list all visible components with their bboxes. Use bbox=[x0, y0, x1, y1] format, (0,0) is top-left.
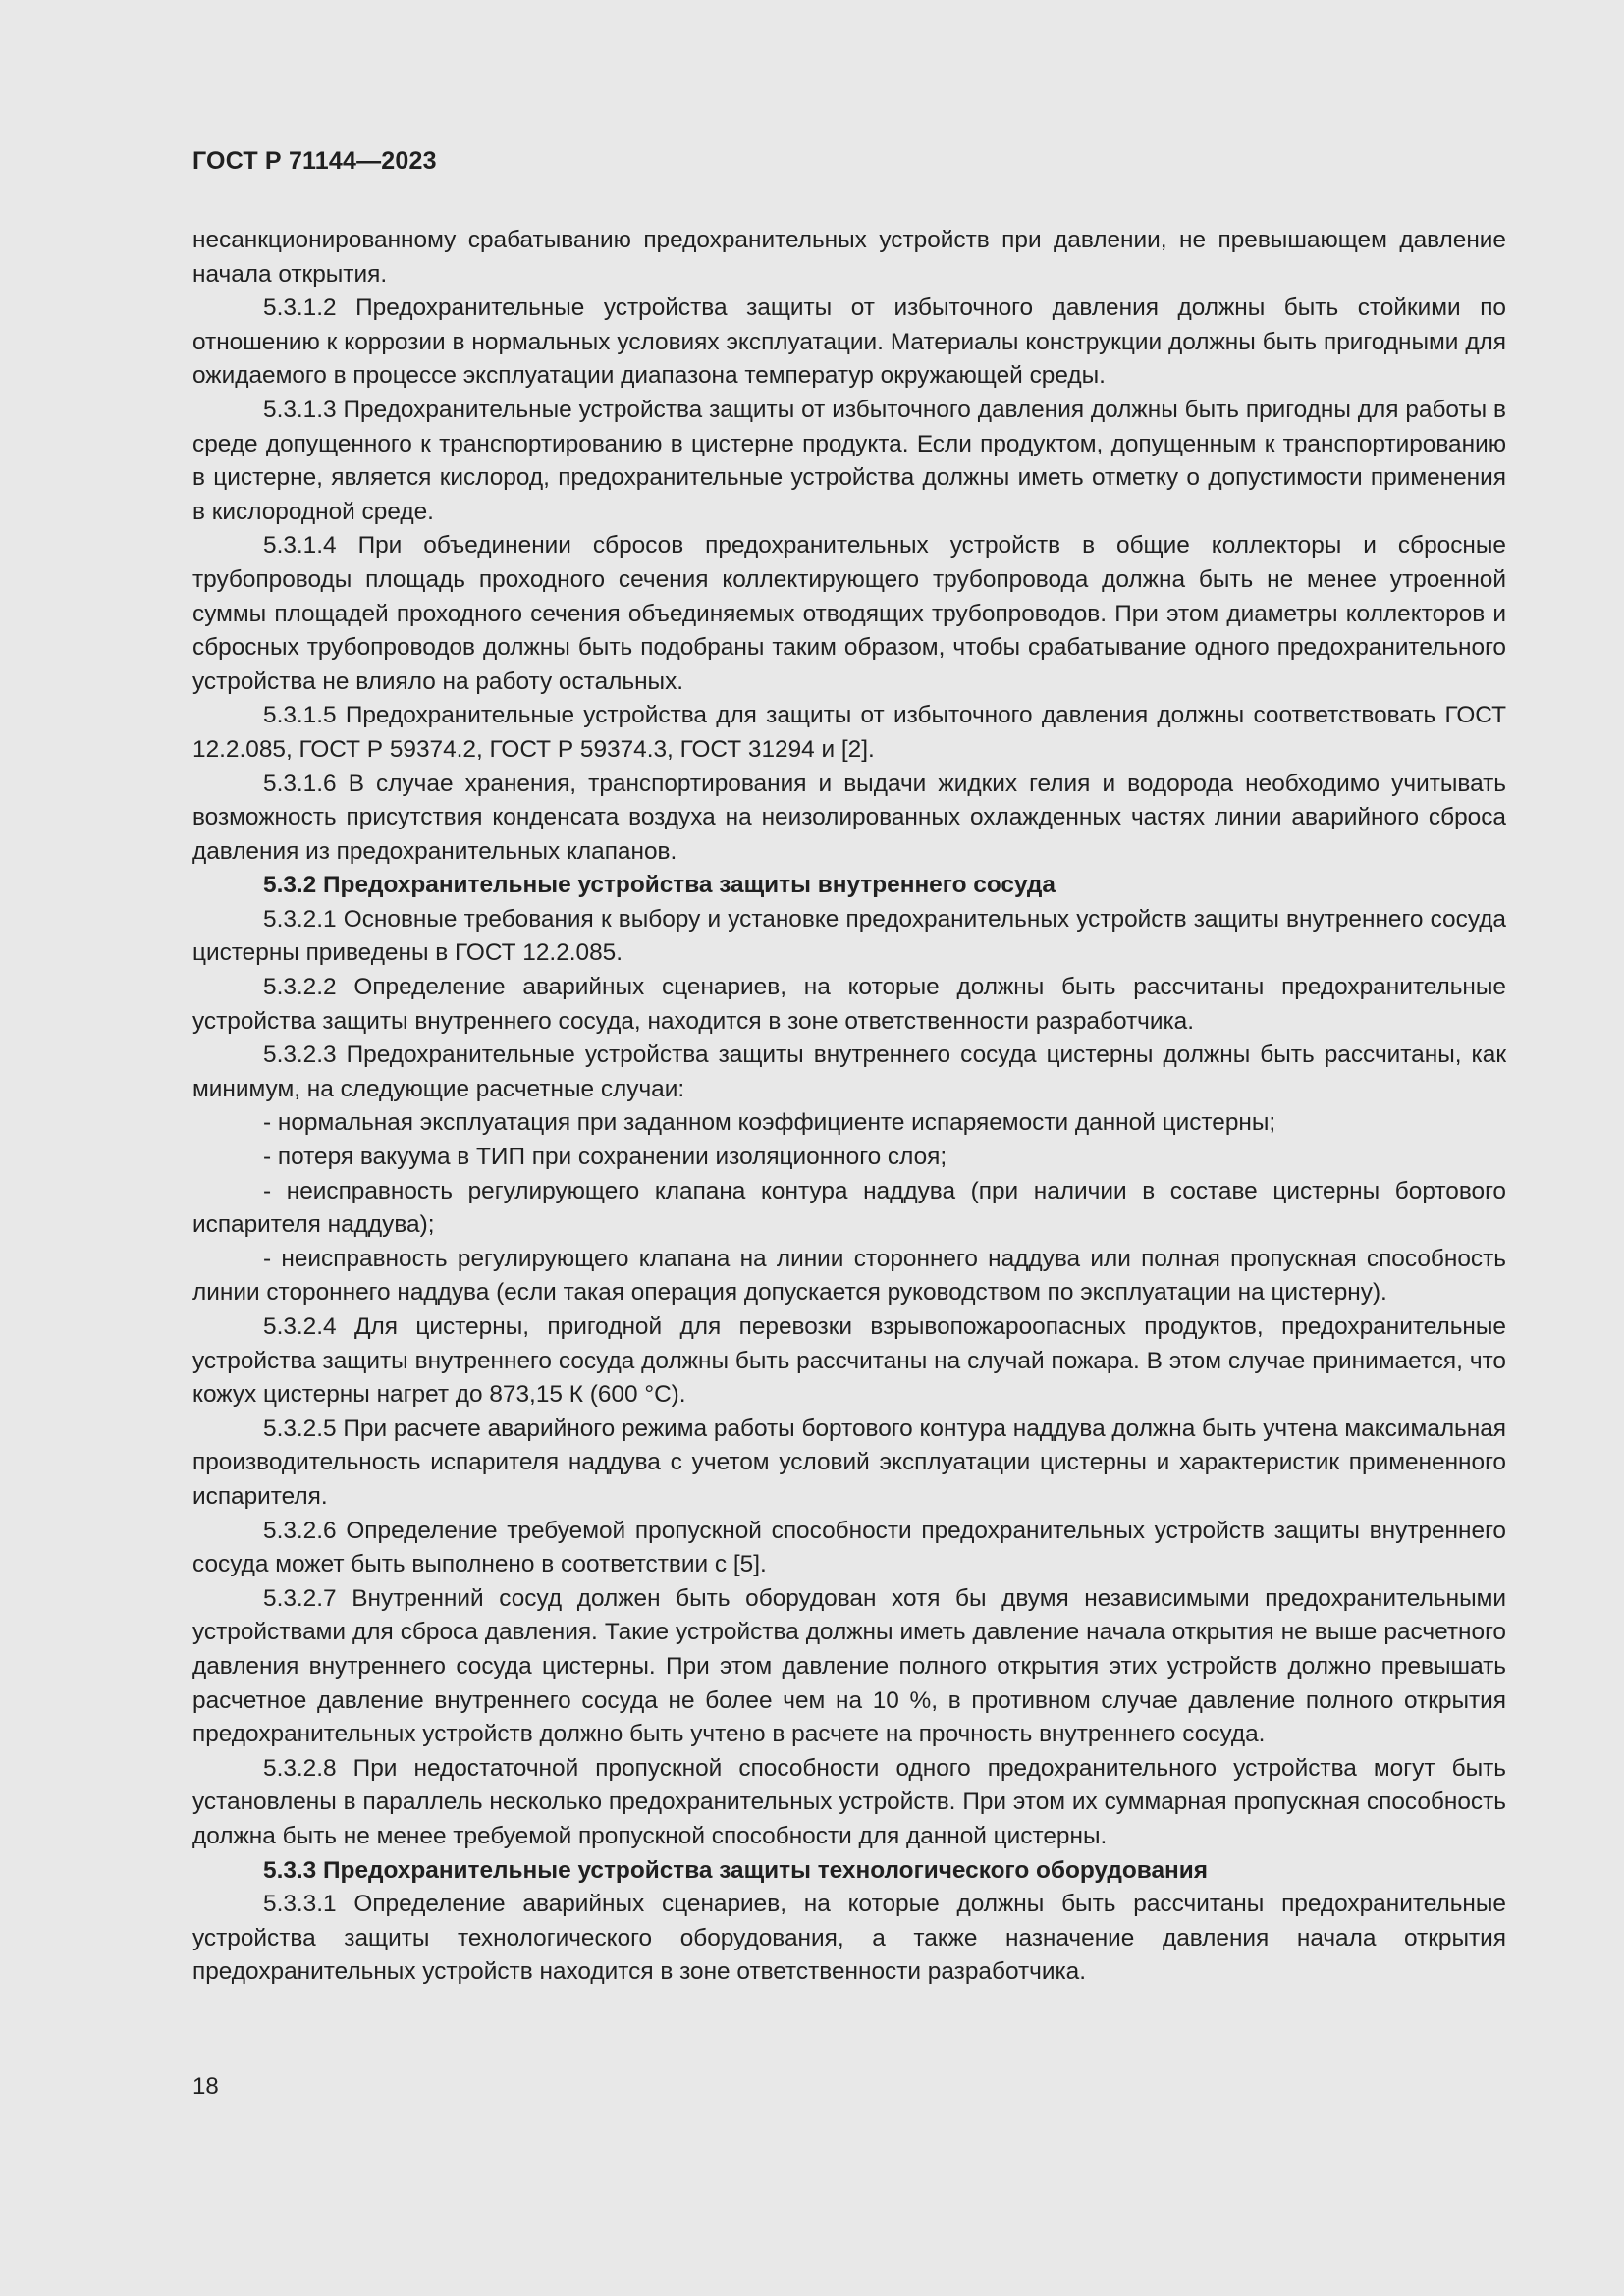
list-item-pressurization-valve-fault: - неисправность регулирующего клапана контура наддува (при наличии в составе цистерны бортового испарителя наддува); bbox=[192, 1177, 1506, 1239]
paragraph-5-3-2-7: 5.3.2.7 Внутренний сосуд должен быть оборудован хотя бы двумя независимыми предохранительными устройствами для сброса давления. Такие устройства должны иметь давление начала открытия не выше расчетного давления внутреннего сосуда цистерны. При этом давление полного открытия этих устройств должно превышать расчетное давление внутреннего сосуда не более чем на 10 %, в противном случае давление полного открытия предохранительных устройств должно быть учтено в расчете на прочность внутреннего сосуда. bbox=[192, 1584, 1506, 1748]
paragraph-continuation: несанкционированному срабатыванию предохранительных устройств при давлении, не превышающем давление начала открытия. bbox=[192, 227, 1506, 288]
paragraph-5-3-1-5: 5.3.1.5 Предохранительные устройства для защиты от избыточного давления должны соответствовать ГОСТ 12.2.085, ГОСТ Р 59374.2, ГОСТ Р 59374.3, ГОСТ 31294 и [2]. bbox=[192, 702, 1506, 763]
page-number: 18 bbox=[192, 2073, 219, 2100]
document-header-title: ГОСТ Р 71144—2023 bbox=[192, 147, 437, 175]
paragraph-5-3-3-1: 5.3.3.1 Определение аварийных сценариев, на которые должны быть рассчитаны предохранительные устройства защиты технологического оборудования, а также назначение давления начала открытия предохранительных устройств находится в зоне ответственности разработчика. bbox=[192, 1891, 1506, 1986]
paragraph-5-3-1-6: 5.3.1.6 В случае хранения, транспортирования и выдачи жидких гелия и водорода необходимо учитывать возможность присутствия конденсата воздуха на неизолированных охлажденных частях линии аварийного сброса давления из предохранительных клапанов. bbox=[192, 770, 1506, 865]
document-body bbox=[192, 224, 1506, 1990]
paragraph-5-3-2-3: 5.3.2.3 Предохранительные устройства защиты внутреннего сосуда цистерны должны быть рассчитаны, как минимум, на следующие расчетные случаи: bbox=[192, 1041, 1506, 1102]
paragraph-5-3-2-8: 5.3.2.8 При недостаточной пропускной способности одного предохранительного устройства могут быть установлены в параллель несколько предохранительных устройств. При этом их суммарная пропускная способность должна быть не менее требуемой пропускной способности для данной цистерны. bbox=[192, 1754, 1506, 1849]
paragraph-5-3-2-5: 5.3.2.5 При расчете аварийного режима работы бортового контура наддува должна быть учтена максимальная производительность испарителя наддува с учетом условий эксплуатации цистерны и характеристик примененного испарителя. bbox=[192, 1415, 1507, 1510]
paragraph-5-3-2-4: 5.3.2.4 Для цистерны, пригодной для перевозки взрывопожароопасных продуктов, предохранительные устройства защиты внутреннего сосуда должны быть рассчитаны на случай пожара. В этом случае принимается, что кожух цистерны нагрет до 873,15 К (600 °С). bbox=[192, 1313, 1506, 1409]
paragraph-5-3-1-2: 5.3.1.2 Предохранительные устройства защиты от избыточного давления должны быть стойкими по отношению к коррозии в нормальных условиях эксплуатации. Материалы конструкции должны быть пригодными для ожидаемого в процессе эксплуатации диапазона температур окружающей среды. bbox=[192, 294, 1506, 390]
list-item-external-pressurization-fault: - неисправность регулирующего клапана на линии стороннего наддува или полная пропускная способность линии стороннего наддува (если такая операция допускается руководством по эксплуатации на цистерну). bbox=[192, 1245, 1506, 1307]
list-item-vacuum-loss: - потеря вакуума в ТИП при сохранении изоляционного слоя; bbox=[263, 1144, 947, 1171]
paragraph-5-3-1-3: 5.3.1.3 Предохранительные устройства защиты от избыточного давления должны быть пригодны для работы в среде допущенного к транспортированию в цистерне продукта. Если продуктом, допущенным к транспортированию в цистерне, является кислород, предохранительные устройства должны иметь отметку о допустимости применения в кислородной среде. bbox=[192, 396, 1506, 525]
paragraph-5-3-2-6: 5.3.2.6 Определение требуемой пропускной способности предохранительных устройств защиты внутреннего сосуда может быть выполнено в соответствии с [5]. bbox=[192, 1517, 1506, 1578]
section-heading-5-3-3: 5.3.3 Предохранительные устройства защиты технологического оборудования bbox=[263, 1856, 1208, 1884]
section-heading-5-3-2: 5.3.2 Предохранительные устройства защиты внутреннего сосуда bbox=[263, 872, 1056, 899]
paragraph-5-3-1-4: 5.3.1.4 При объединении сбросов предохранительных устройств в общие коллекторы и сбросные трубопроводы площадь проходного сечения коллектирующего трубопровода должна быть не менее утроенной суммы площадей проходного сечения объединяемых отводящих трубопроводов. При этом диаметры коллекторов и сбросных трубопроводов должны быть подобраны таким образом, чтобы срабатывание одного предохранительного устройства не влияло на работу остальных. bbox=[192, 532, 1506, 695]
paragraph-5-3-2-2: 5.3.2.2 Определение аварийных сценариев, на которые должны быть рассчитаны предохранительные устройства защиты внутреннего сосуда, находится в зоне ответственности разработчика. bbox=[192, 974, 1506, 1035]
paragraph-5-3-2-1: 5.3.2.1 Основные требования к выбору и установке предохранительных устройств защиты внутреннего сосуда цистерны приведены в ГОСТ 12.2.085. bbox=[192, 905, 1506, 967]
list-item-normal-operation: - нормальная эксплуатация при заданном коэффициенте испаряемости данной цистерны; bbox=[263, 1109, 1276, 1137]
